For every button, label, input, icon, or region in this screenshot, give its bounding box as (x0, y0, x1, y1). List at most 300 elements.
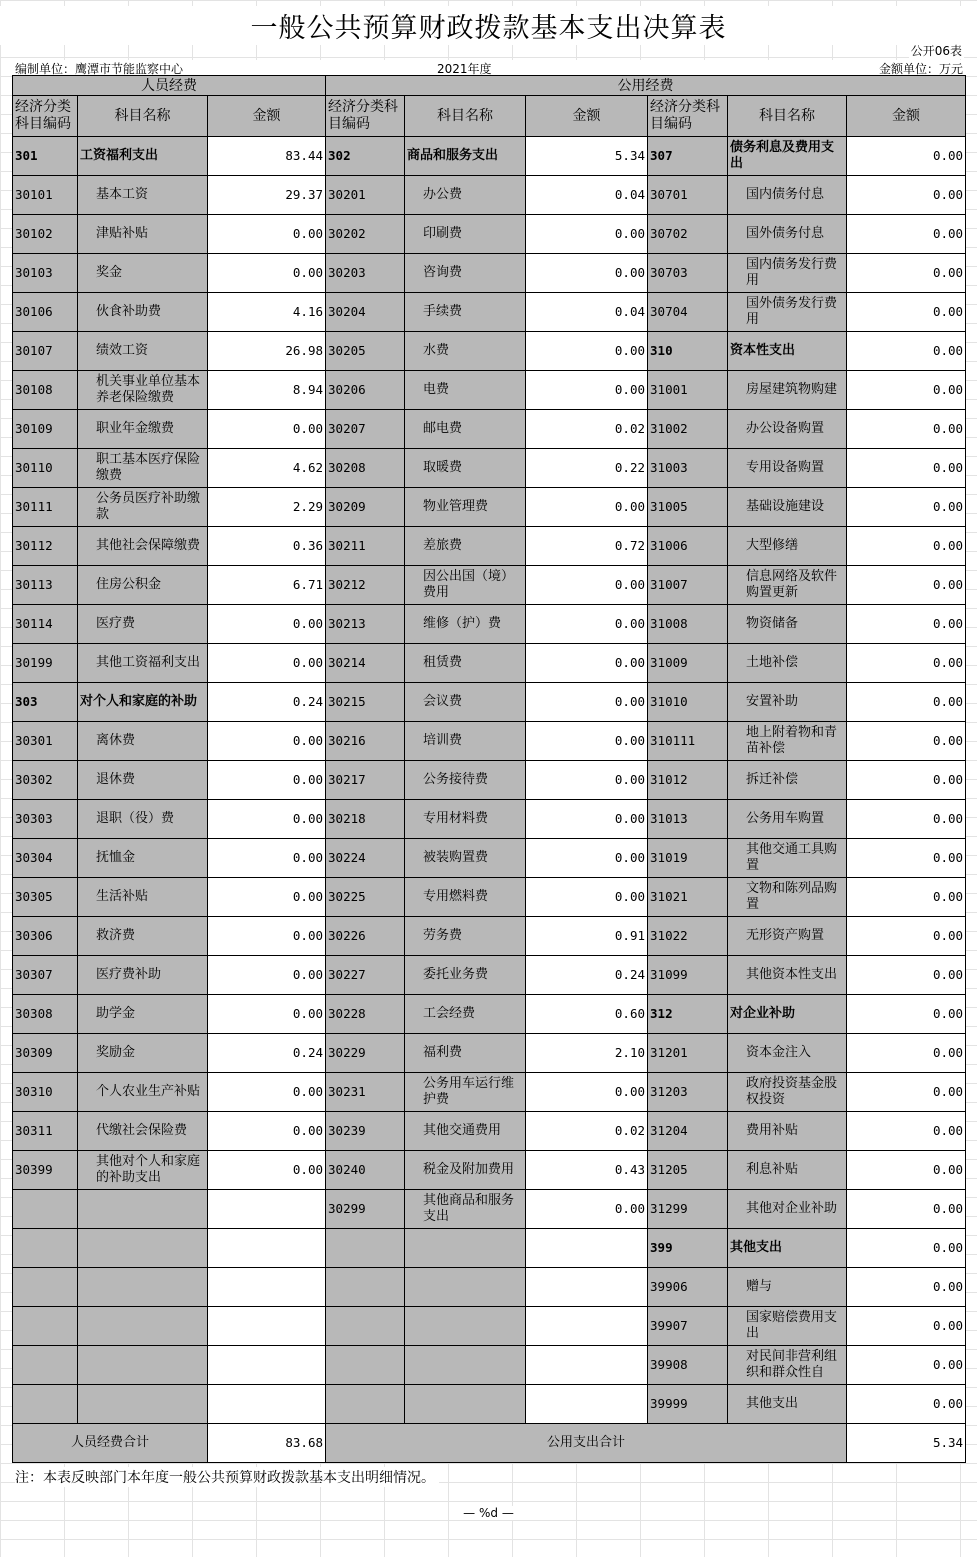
capital-code-cell: 31012 (648, 761, 728, 800)
personnel-code-cell: 30309 (13, 1034, 78, 1073)
personnel-amount-cell: 0.00 (208, 1151, 326, 1190)
personnel-amount-cell: 0.00 (208, 722, 326, 761)
goods-code-cell: 30214 (326, 644, 405, 683)
personnel-amount-cell: 0.36 (208, 527, 326, 566)
goods-code-cell: 30229 (326, 1034, 405, 1073)
goods-name-cell: 专用燃料费 (405, 878, 526, 917)
capital-amount-cell: 0.00 (847, 1268, 966, 1307)
capital-code-cell: 31204 (648, 1112, 728, 1151)
personnel-code-cell: 30108 (13, 371, 78, 410)
personnel-amount-cell: 0.00 (208, 215, 326, 254)
capital-code-cell: 310111 (648, 722, 728, 761)
goods-code-cell: 30218 (326, 800, 405, 839)
goods-name-cell (405, 1346, 526, 1385)
capital-name-cell: 资本性支出 (728, 332, 847, 371)
personnel-name-cell: 其他工资福利支出 (78, 644, 208, 683)
capital-code-cell: 39908 (648, 1346, 728, 1385)
goods-code-cell: 30224 (326, 839, 405, 878)
capital-code-cell: 31009 (648, 644, 728, 683)
table-row (13, 1190, 966, 1229)
personnel-code-cell (13, 1229, 78, 1268)
capital-name-cell: 基础设施建设 (728, 488, 847, 527)
goods-name-cell: 办公费 (405, 176, 526, 215)
goods-amount-cell: 0.00 (526, 878, 648, 917)
header-code: 经济分类科目编码 (326, 96, 405, 137)
public-total-label: 公用支出合计 (326, 1424, 847, 1463)
goods-name-cell (405, 1268, 526, 1307)
goods-amount-cell: 0.00 (526, 683, 648, 722)
goods-code-cell: 30231 (326, 1073, 405, 1112)
goods-name-cell: 咨询费 (405, 254, 526, 293)
capital-amount-cell: 0.00 (847, 605, 966, 644)
goods-amount-cell: 0.00 (526, 605, 648, 644)
goods-amount-cell: 0.22 (526, 449, 648, 488)
capital-code-cell: 307 (648, 137, 728, 176)
goods-amount-cell: 0.02 (526, 1112, 648, 1151)
capital-code-cell: 30701 (648, 176, 728, 215)
goods-name-cell: 专用材料费 (405, 800, 526, 839)
personnel-amount-cell: 0.00 (208, 605, 326, 644)
personnel-amount-cell: 8.94 (208, 371, 326, 410)
goods-name-cell: 劳务费 (405, 917, 526, 956)
personnel-code-cell: 30305 (13, 878, 78, 917)
capital-code-cell: 30703 (648, 254, 728, 293)
personnel-name-cell (78, 1190, 208, 1229)
personnel-code-cell: 30109 (13, 410, 78, 449)
table-row (13, 839, 966, 878)
goods-name-cell (405, 1307, 526, 1346)
public-total-amount: 5.34 (847, 1424, 966, 1463)
goods-amount-cell: 2.10 (526, 1034, 648, 1073)
capital-amount-cell: 0.00 (847, 1112, 966, 1151)
header-amount: 金额 (208, 96, 326, 137)
personnel-code-cell: 30311 (13, 1112, 78, 1151)
goods-name-cell: 电费 (405, 371, 526, 410)
goods-name-cell: 维修（护）费 (405, 605, 526, 644)
header-name: 科目名称 (405, 96, 526, 137)
capital-name-cell: 债务利息及费用支出 (728, 137, 847, 176)
goods-code-cell (326, 1346, 405, 1385)
goods-code-cell: 30207 (326, 410, 405, 449)
personnel-amount-cell: 2.29 (208, 488, 326, 527)
table-row (13, 878, 966, 917)
personnel-name-cell: 津贴补贴 (78, 215, 208, 254)
goods-code-cell: 30204 (326, 293, 405, 332)
personnel-code-cell: 30303 (13, 800, 78, 839)
personnel-code-cell: 30107 (13, 332, 78, 371)
table-row (13, 1034, 966, 1073)
capital-name-cell: 其他支出 (728, 1385, 847, 1424)
goods-amount-cell: 0.00 (526, 215, 648, 254)
capital-name-cell: 其他资本性支出 (728, 956, 847, 995)
goods-name-cell: 被装购置费 (405, 839, 526, 878)
personnel-code-cell: 30301 (13, 722, 78, 761)
personnel-amount-cell: 0.00 (208, 878, 326, 917)
table-row (13, 410, 966, 449)
personnel-name-cell: 医疗费补助 (78, 956, 208, 995)
unit-label: 金额单位：万元 (878, 62, 963, 76)
personnel-code-cell: 301 (13, 137, 78, 176)
goods-code-cell: 30205 (326, 332, 405, 371)
capital-amount-cell: 0.00 (847, 254, 966, 293)
capital-amount-cell: 0.00 (847, 332, 966, 371)
goods-amount-cell: 0.00 (526, 644, 648, 683)
goods-amount-cell (526, 1307, 648, 1346)
personnel-amount-cell: 0.24 (208, 1034, 326, 1073)
goods-code-cell: 30206 (326, 371, 405, 410)
personnel-total-amount: 83.68 (208, 1424, 326, 1463)
goods-name-cell: 会议费 (405, 683, 526, 722)
goods-amount-cell (526, 1229, 648, 1268)
personnel-name-cell: 对个人和家庭的补助 (78, 683, 208, 722)
goods-name-cell: 印刷费 (405, 215, 526, 254)
personnel-code-cell: 30106 (13, 293, 78, 332)
personnel-code-cell: 30302 (13, 761, 78, 800)
personnel-code-cell (13, 1190, 78, 1229)
goods-code-cell (326, 1268, 405, 1307)
capital-amount-cell: 0.00 (847, 956, 966, 995)
capital-code-cell: 31099 (648, 956, 728, 995)
table-row (13, 488, 966, 527)
header-code: 经济分类科目编码 (13, 96, 78, 137)
personnel-code-cell: 30306 (13, 917, 78, 956)
capital-code-cell: 31010 (648, 683, 728, 722)
goods-code-cell: 30239 (326, 1112, 405, 1151)
table-row (13, 449, 966, 488)
personnel-code-cell: 30114 (13, 605, 78, 644)
goods-amount-cell: 0.72 (526, 527, 648, 566)
capital-name-cell: 对民间非营利组织和群众性自 (728, 1346, 847, 1385)
personnel-name-cell: 奖励金 (78, 1034, 208, 1073)
personnel-code-cell (13, 1307, 78, 1346)
table-row (13, 176, 966, 215)
personnel-code-cell: 30113 (13, 566, 78, 605)
capital-amount-cell: 0.00 (847, 644, 966, 683)
personnel-code-cell (13, 1346, 78, 1385)
header-amount: 金额 (526, 96, 648, 137)
capital-amount-cell: 0.00 (847, 1073, 966, 1112)
goods-name-cell: 水费 (405, 332, 526, 371)
capital-amount-cell: 0.00 (847, 917, 966, 956)
capital-name-cell: 专用设备购置 (728, 449, 847, 488)
header-row-columns (13, 96, 966, 137)
goods-name-cell: 其他商品和服务支出 (405, 1190, 526, 1229)
personnel-name-cell (78, 1385, 208, 1424)
goods-name-cell: 邮电费 (405, 410, 526, 449)
capital-name-cell: 费用补贴 (728, 1112, 847, 1151)
personnel-name-cell: 公务员医疗补助缴款 (78, 488, 208, 527)
capital-code-cell: 31007 (648, 566, 728, 605)
personnel-amount-cell: 4.62 (208, 449, 326, 488)
personnel-amount-cell: 0.24 (208, 683, 326, 722)
page-number (0, 1506, 977, 1520)
personnel-amount-cell: 83.44 (208, 137, 326, 176)
personnel-code-cell: 30399 (13, 1151, 78, 1190)
goods-amount-cell: 0.00 (526, 839, 648, 878)
header-personnel: 人员经费 (13, 76, 326, 96)
capital-amount-cell: 0.00 (847, 293, 966, 332)
capital-amount-cell: 0.00 (847, 215, 966, 254)
personnel-amount-cell (208, 1229, 326, 1268)
capital-name-cell: 文物和陈列品购置 (728, 878, 847, 917)
goods-code-cell (326, 1229, 405, 1268)
goods-code-cell: 30225 (326, 878, 405, 917)
goods-amount-cell: 0.04 (526, 176, 648, 215)
table-row (13, 1151, 966, 1190)
table-row (13, 1073, 966, 1112)
goods-name-cell: 工会经费 (405, 995, 526, 1034)
table-row (13, 293, 966, 332)
capital-code-cell: 31022 (648, 917, 728, 956)
table-row (13, 1307, 966, 1346)
personnel-amount-cell: 0.00 (208, 1073, 326, 1112)
goods-name-cell: 公务接待费 (405, 761, 526, 800)
capital-code-cell: 399 (648, 1229, 728, 1268)
personnel-name-cell: 其他对个人和家庭的补助支出 (78, 1151, 208, 1190)
header-public: 公用经费 (326, 76, 966, 96)
personnel-amount-cell (208, 1190, 326, 1229)
capital-code-cell: 31203 (648, 1073, 728, 1112)
capital-amount-cell: 0.00 (847, 566, 966, 605)
goods-amount-cell: 0.00 (526, 1073, 648, 1112)
capital-code-cell: 310 (648, 332, 728, 371)
capital-amount-cell: 0.00 (847, 1151, 966, 1190)
goods-code-cell: 30208 (326, 449, 405, 488)
goods-amount-cell: 0.00 (526, 761, 648, 800)
goods-code-cell: 30211 (326, 527, 405, 566)
capital-amount-cell: 0.00 (847, 1034, 966, 1073)
personnel-name-cell: 代缴社会保险费 (78, 1112, 208, 1151)
capital-code-cell: 31201 (648, 1034, 728, 1073)
goods-code-cell: 30217 (326, 761, 405, 800)
expenditure-table (12, 75, 966, 1463)
table-row (13, 761, 966, 800)
goods-name-cell: 差旅费 (405, 527, 526, 566)
capital-name-cell: 政府投资基金股权投资 (728, 1073, 847, 1112)
personnel-code-cell: 30307 (13, 956, 78, 995)
goods-name-cell: 取暖费 (405, 449, 526, 488)
personnel-name-cell: 基本工资 (78, 176, 208, 215)
goods-code-cell: 30215 (326, 683, 405, 722)
capital-name-cell: 其他交通工具购置 (728, 839, 847, 878)
table-row (13, 956, 966, 995)
goods-amount-cell: 0.00 (526, 254, 648, 293)
goods-name-cell: 物业管理费 (405, 488, 526, 527)
table-row (13, 215, 966, 254)
capital-code-cell: 30704 (648, 293, 728, 332)
header-name: 科目名称 (78, 96, 208, 137)
personnel-name-cell: 医疗费 (78, 605, 208, 644)
capital-name-cell: 资本金注入 (728, 1034, 847, 1073)
capital-name-cell: 利息补贴 (728, 1151, 847, 1190)
year-label: 2021年度 (437, 62, 492, 76)
goods-code-cell: 302 (326, 137, 405, 176)
goods-code-cell: 30202 (326, 215, 405, 254)
goods-code-cell: 30203 (326, 254, 405, 293)
personnel-name-cell (78, 1229, 208, 1268)
goods-amount-cell: 0.04 (526, 293, 648, 332)
header-row-group (13, 76, 966, 96)
personnel-amount-cell: 0.00 (208, 839, 326, 878)
personnel-name-cell: 助学金 (78, 995, 208, 1034)
goods-name-cell: 手续费 (405, 293, 526, 332)
personnel-code-cell (13, 1385, 78, 1424)
capital-name-cell: 国外债务发行费用 (728, 293, 847, 332)
personnel-total-label: 人员经费合计 (13, 1424, 208, 1463)
personnel-name-cell: 奖金 (78, 254, 208, 293)
personnel-name-cell: 住房公积金 (78, 566, 208, 605)
personnel-code-cell: 30110 (13, 449, 78, 488)
capital-code-cell: 31205 (648, 1151, 728, 1190)
org-label: 编制单位：鹰潭市节能监察中心 (15, 62, 184, 76)
goods-code-cell: 30227 (326, 956, 405, 995)
goods-code-cell: 30226 (326, 917, 405, 956)
goods-name-cell: 税金及附加费用 (405, 1151, 526, 1190)
capital-name-cell: 物资储备 (728, 605, 847, 644)
capital-code-cell: 39999 (648, 1385, 728, 1424)
table-row (13, 254, 966, 293)
personnel-code-cell: 30102 (13, 215, 78, 254)
table-row (13, 722, 966, 761)
table-row (13, 371, 966, 410)
personnel-name-cell: 职工基本医疗保险缴费 (78, 449, 208, 488)
personnel-amount-cell (208, 1346, 326, 1385)
table-row (13, 917, 966, 956)
goods-amount-cell (526, 1268, 648, 1307)
personnel-name-cell (78, 1346, 208, 1385)
capital-amount-cell: 0.00 (847, 995, 966, 1034)
personnel-name-cell (78, 1268, 208, 1307)
capital-amount-cell: 0.00 (847, 527, 966, 566)
personnel-amount-cell: 0.00 (208, 917, 326, 956)
goods-amount-cell: 0.60 (526, 995, 648, 1034)
capital-code-cell: 31005 (648, 488, 728, 527)
capital-amount-cell: 0.00 (847, 1307, 966, 1346)
capital-amount-cell: 0.00 (847, 839, 966, 878)
meta-row (13, 60, 965, 76)
goods-code-cell: 30228 (326, 995, 405, 1034)
header-amount: 金额 (847, 96, 966, 137)
personnel-amount-cell: 0.00 (208, 644, 326, 683)
table-row (13, 566, 966, 605)
page-number-text: — %d — (459, 1506, 518, 1520)
capital-code-cell: 31006 (648, 527, 728, 566)
capital-name-cell: 对企业补助 (728, 995, 847, 1034)
goods-name-cell: 福利费 (405, 1034, 526, 1073)
goods-code-cell: 30213 (326, 605, 405, 644)
capital-amount-cell: 0.00 (847, 1229, 966, 1268)
capital-name-cell: 房屋建筑物购建 (728, 371, 847, 410)
personnel-code-cell: 30310 (13, 1073, 78, 1112)
personnel-code-cell: 30308 (13, 995, 78, 1034)
capital-amount-cell: 0.00 (847, 449, 966, 488)
table-row (13, 995, 966, 1034)
goods-amount-cell: 0.00 (526, 722, 648, 761)
capital-code-cell: 312 (648, 995, 728, 1034)
personnel-amount-cell (208, 1307, 326, 1346)
capital-name-cell: 拆迁补偿 (728, 761, 847, 800)
capital-amount-cell: 0.00 (847, 761, 966, 800)
table-row (13, 1346, 966, 1385)
capital-name-cell: 办公设备购置 (728, 410, 847, 449)
goods-name-cell (405, 1385, 526, 1424)
goods-code-cell (326, 1307, 405, 1346)
capital-code-cell: 30702 (648, 215, 728, 254)
goods-name-cell: 公务用车运行维护费 (405, 1073, 526, 1112)
personnel-name-cell: 生活补贴 (78, 878, 208, 917)
capital-code-cell: 39906 (648, 1268, 728, 1307)
personnel-amount-cell: 0.00 (208, 1112, 326, 1151)
capital-code-cell: 31013 (648, 800, 728, 839)
table-row (13, 644, 966, 683)
personnel-amount-cell: 0.00 (208, 995, 326, 1034)
goods-name-cell: 因公出国（境）费用 (405, 566, 526, 605)
personnel-amount-cell: 29.37 (208, 176, 326, 215)
capital-code-cell: 31008 (648, 605, 728, 644)
form-number: 公开06表 (910, 44, 962, 58)
goods-name-cell (405, 1229, 526, 1268)
goods-code-cell: 30201 (326, 176, 405, 215)
table-row (13, 605, 966, 644)
capital-amount-cell: 0.00 (847, 371, 966, 410)
personnel-amount-cell: 6.71 (208, 566, 326, 605)
goods-amount-cell: 0.00 (526, 566, 648, 605)
table-row (13, 1229, 966, 1268)
personnel-name-cell: 抚恤金 (78, 839, 208, 878)
table-row (13, 332, 966, 371)
capital-name-cell: 公务用车购置 (728, 800, 847, 839)
personnel-name-cell: 救济费 (78, 917, 208, 956)
goods-amount-cell: 0.00 (526, 371, 648, 410)
goods-name-cell: 商品和服务支出 (405, 137, 526, 176)
capital-amount-cell: 0.00 (847, 1190, 966, 1229)
header-name: 科目名称 (728, 96, 847, 137)
personnel-amount-cell: 0.00 (208, 956, 326, 995)
table-row (13, 1112, 966, 1151)
footnote: 注：本表反映部门本年度一般公共预算财政拨款基本支出明细情况。 (15, 1467, 439, 1487)
goods-amount-cell: 0.00 (526, 800, 648, 839)
capital-name-cell: 国内债务发行费用 (728, 254, 847, 293)
goods-amount-cell: 0.24 (526, 956, 648, 995)
capital-code-cell: 31003 (648, 449, 728, 488)
capital-name-cell: 土地补偿 (728, 644, 847, 683)
capital-name-cell: 信息网络及软件购置更新 (728, 566, 847, 605)
capital-amount-cell: 0.00 (847, 800, 966, 839)
personnel-code-cell: 30101 (13, 176, 78, 215)
capital-name-cell: 大型修缮 (728, 527, 847, 566)
personnel-name-cell: 工资福利支出 (78, 137, 208, 176)
capital-code-cell: 31019 (648, 839, 728, 878)
capital-code-cell: 39907 (648, 1307, 728, 1346)
header-code: 经济分类科目编码 (648, 96, 728, 137)
personnel-amount-cell (208, 1385, 326, 1424)
goods-amount-cell (526, 1385, 648, 1424)
capital-name-cell: 赠与 (728, 1268, 847, 1307)
capital-code-cell: 31299 (648, 1190, 728, 1229)
goods-code-cell: 30240 (326, 1151, 405, 1190)
capital-amount-cell: 0.00 (847, 1346, 966, 1385)
personnel-amount-cell (208, 1268, 326, 1307)
personnel-code-cell: 30199 (13, 644, 78, 683)
capital-amount-cell: 0.00 (847, 137, 966, 176)
table-row (13, 683, 966, 722)
personnel-name-cell: 绩效工资 (78, 332, 208, 371)
personnel-name-cell: 伙食补助费 (78, 293, 208, 332)
capital-amount-cell: 0.00 (847, 176, 966, 215)
personnel-code-cell: 30304 (13, 839, 78, 878)
goods-amount-cell: 0.43 (526, 1151, 648, 1190)
goods-name-cell: 租赁费 (405, 644, 526, 683)
